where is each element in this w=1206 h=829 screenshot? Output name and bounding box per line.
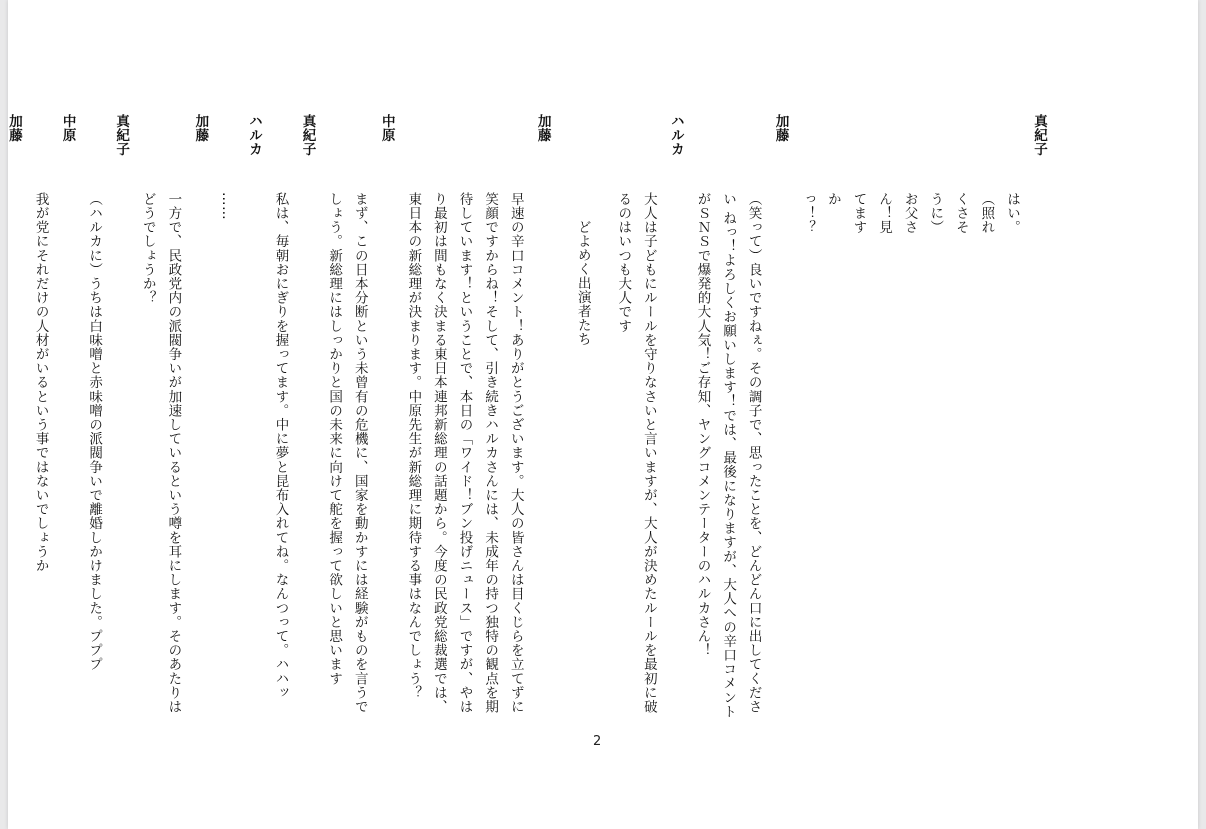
speaker-name: 中原 bbox=[59, 114, 76, 142]
dialogue-line bbox=[213, 114, 267, 722]
dialogue-line bbox=[27, 114, 81, 722]
speaker-name: 真紀子 bbox=[299, 114, 316, 156]
dialogue-line bbox=[267, 114, 321, 722]
dialogue-line bbox=[766, 114, 794, 180]
speech-text: 一方で、民政党内の派閥争いが加速しているという噂を耳にします。そのあたりはどうでしょうか？ bbox=[139, 192, 182, 714]
speech-text: …… bbox=[218, 192, 235, 221]
dialogue-line bbox=[794, 114, 1052, 238]
dialogue-line bbox=[400, 114, 556, 722]
speaker-name: 加藤 bbox=[534, 114, 551, 142]
dialogue-line bbox=[81, 114, 135, 722]
dialogue-line bbox=[689, 114, 766, 722]
page-number: 2 bbox=[593, 734, 602, 749]
speech-text: （ハルカに）うちは白味噌と赤味噌の派閥争いで離婚しかけました。プププ bbox=[86, 192, 103, 672]
speech-text: （笑って）良いですねぇ。その調子で、思ったことを、どんどん口に出してください ねっ！よろしくお願いします！では、最後になりますが、大人への辛口コメントがＳＮＳで爆発的大人気！ご存知、ヤングコメンテーターのハルカさん！ bbox=[694, 192, 762, 719]
speaker-name: ハルカ bbox=[667, 114, 684, 156]
dialogue-line bbox=[134, 114, 213, 722]
speech-text: 大人は子どもにルールを守りなさいと言いますが、大人が決めたルールを最初に破るのはいつも大人です bbox=[615, 192, 657, 714]
speaker-name: 加藤 bbox=[5, 114, 22, 142]
speaker-name: 真紀子 bbox=[113, 114, 130, 156]
script-body bbox=[0, 114, 1052, 719]
speaker-name: 加藤 bbox=[192, 114, 209, 142]
document-page bbox=[5, 0, 1198, 829]
speech-text: まず、この日本分断という未曾有の危機に、国家を動かすには経験がものを言うでしょう。新総理にはしっかりと国の未来に向けて舵を握って欲しいと思います bbox=[326, 192, 368, 714]
speech-text: 早速の辛口コメント！ありがとうございます。大人の皆さんは目くじらを立てずに笑顔ですからね！そして、引き続きハルカさんには、未成年の持つ独特の観点を期待しています！ということで、本日の「ワイド！ブン投げニュース」ですが、やはり最初は間もなく決まる東日本連邦新総理の話題から。今度の民政党総裁選では、東日本の新総理が決まります。中原先生が新総理に期待する事はなんでしょう？ bbox=[405, 192, 524, 714]
speaker-name: 中原 bbox=[378, 114, 395, 142]
speech-text: 私は、毎朝おにぎりを握ってます。中に夢と昆布入れてね。なんつって。ハハッ bbox=[272, 192, 289, 700]
speech-text: 我が党にそれだけの人材がいるという事ではないでしょうか bbox=[32, 192, 49, 573]
dialogue-line bbox=[610, 114, 689, 722]
stage-direction-heading: どよめく出演者たち bbox=[574, 220, 591, 346]
dialogue-line bbox=[0, 114, 27, 722]
speaker-name: ハルカ bbox=[245, 114, 262, 156]
speaker-name: 真紀子 bbox=[1031, 114, 1047, 156]
speaker-name: 加藤 bbox=[772, 114, 789, 142]
dialogue-line bbox=[321, 114, 400, 722]
speech-text: はい。（照れくさそうに）お父さん！見てますかっ！？ bbox=[799, 192, 1020, 235]
